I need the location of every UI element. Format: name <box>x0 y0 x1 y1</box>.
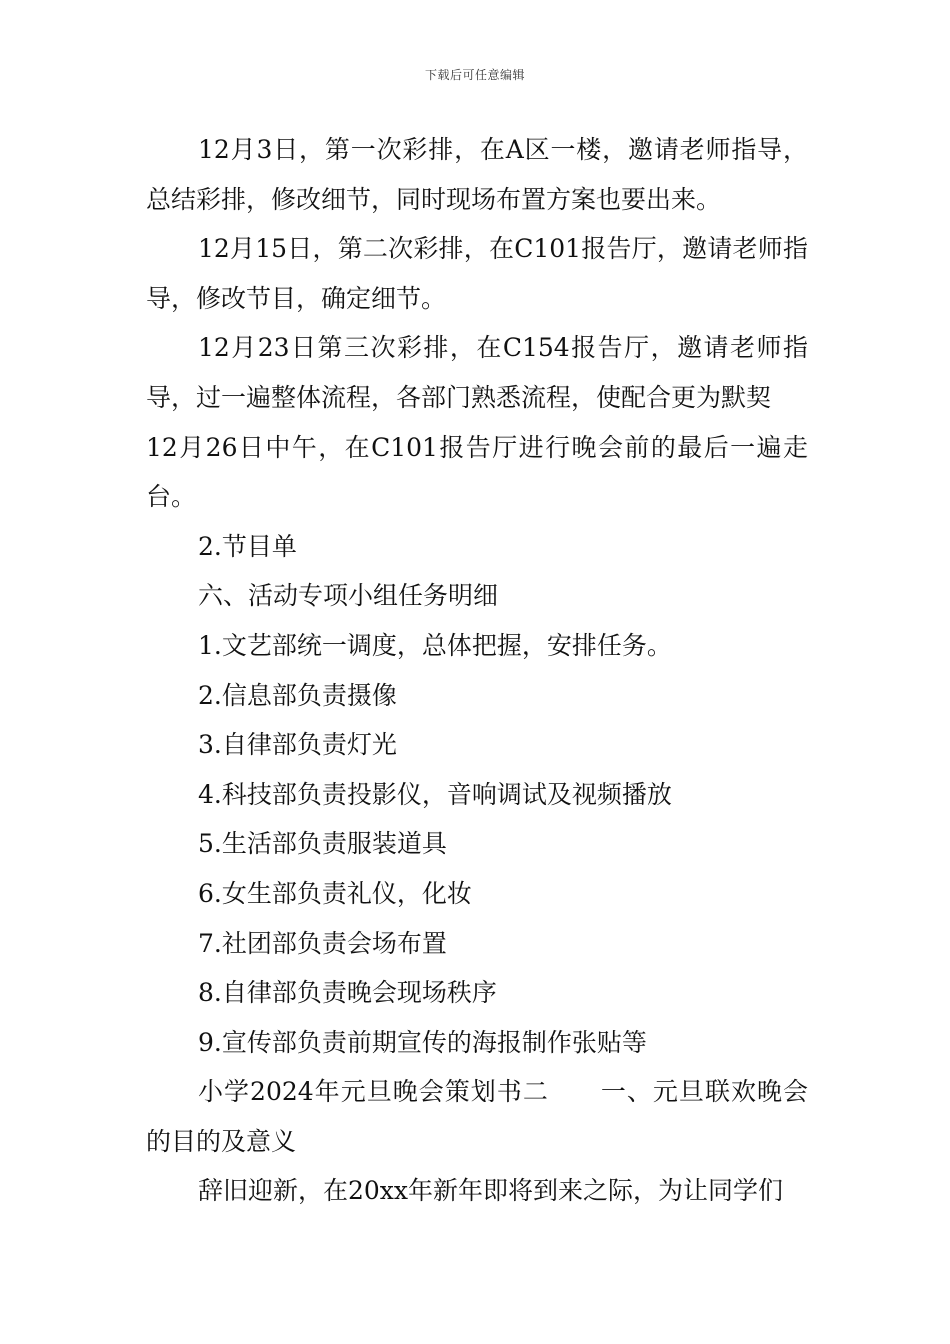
page-header: 下载后可任意编辑 <box>424 68 525 82</box>
list-item-task-9: 9.宣传部负责前期宣传的海报制作张贴等 <box>198 1027 647 1057</box>
list-item-task-8: 8.自律部负责晚会现场秩序 <box>198 978 497 1008</box>
document-body <box>146 125 808 1216</box>
paragraph-rehearsal-3: 12月23日第三次彩排，在C154报告厅，邀请老师指导，过一遍整体流程，各部门熟悉流程，使配合更为默契 <box>146 333 808 412</box>
section-heading-task-details: 六、活动专项小组任务明细 <box>198 581 499 611</box>
list-item-task-7: 7.社团部负责会场布置 <box>198 928 447 958</box>
paragraph-rehearsal-1: 12月3日，第一次彩排，在A区一楼，邀请老师指导，总结彩排，修改细节，同时现场布置方案也要出来。 <box>146 135 808 214</box>
list-item-task-2: 2.信息部负责摄像 <box>198 680 397 710</box>
list-item-task-4: 4.科技部负责投影仪，音响调试及视频播放 <box>198 779 672 809</box>
list-item-task-3: 3.自律部负责灯光 <box>198 730 397 760</box>
list-item-task-5: 5.生活部负责服装道具 <box>198 829 447 859</box>
list-item-task-6: 6.女生部负责礼仪，化妆 <box>198 878 472 908</box>
section-heading-plan-two: 小学2024年元旦晚会策划书二 一、元旦联欢晚会的目的及意义 <box>146 1077 808 1156</box>
list-item-task-1: 1.文艺部统一调度，总体把握，安排任务。 <box>198 630 672 660</box>
paragraph-intro: 辞旧迎新，在20xx年新年即将到来之际，为让同学们 <box>198 1176 784 1206</box>
paragraph-program-list: 2.节目单 <box>198 531 297 561</box>
paragraph-rehearsal-2: 12月15日，第二次彩排，在C101报告厅，邀请老师指导，修改节目，确定细节。 <box>146 234 808 313</box>
paragraph-final-walkthrough: 12月26日中午，在C101报告厅进行晚会前的最后一遍走台。 <box>146 432 808 512</box>
